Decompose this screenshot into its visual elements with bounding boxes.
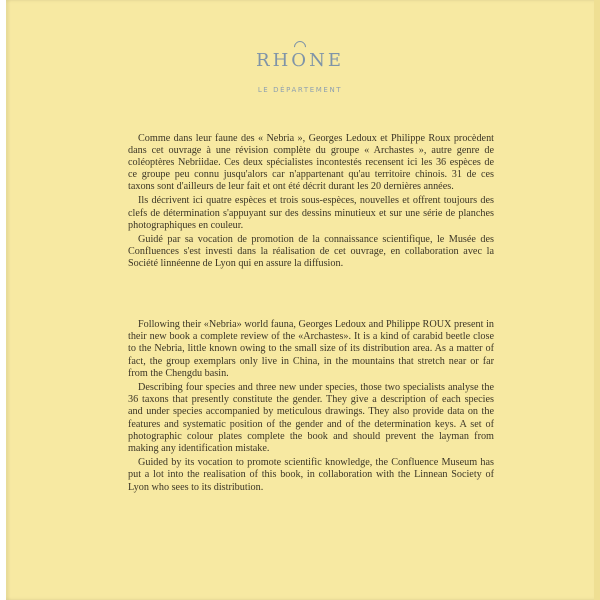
logo-circle-letter: O [291,50,310,71]
rhone-logo [0,50,600,71]
french-paragraph-3: Guidé par sa vocation de promotion de la connaissance scientifique, le Musée des Confluences s'est investi dans la réalisation de cet ouvrage, en collaboration avec la Société linnéenne de Lyon qui en assure la diffusion. [128,233,494,269]
english-paragraph-3: Guided by its vocation to promote scientific knowledge, the Confluence Museum has put a lot into the realisation of this book, in collaboration with the Linnean Society of Lyon who sees to its distribution. [128,457,494,493]
logo-tagline: LE DÉPARTEMENT [257,86,343,94]
french-paragraph-2: Ils décrivent ici quatre espèces et trois sous-espèces, nouvelles et offrent toujours des clefs de détermination s'appuyant sur des dessins minutieux et sur une série de planches photographiques en couleur. [128,195,494,231]
french-paragraph-1: Comme dans leur faune des « Nebria », Georges Ledoux et Philippe Roux procèdent dans cet ouvrage à une révision complète du groupe « Archastes », autre genre de coléoptères Nebriidae. Ces deux spécialistes incontestés recensent ici les 36 espèces de ce groupe peu connu jusqu'alors car n'appartenant qu'au territoire chinois. 31 de ces taxons sont d'ailleurs de leur fait et ont été décrit durant les 20 dernières années. [128,133,494,193]
logo-text-start: RH [256,50,292,71]
logo-text-end: NE [309,50,344,71]
english-paragraph-2: Describing four species and three new under species, those two specialists analyse the 36 taxons that presently constitute the gender. They give a description of each species and under species accompanied by meticulous drawings. They also provide data on the features and systematic position of the gender and of the determination keys. A set of photographic colour plates complete the book and should prevent the layman from making any identification mistake. [128,382,494,455]
english-blurb [128,319,494,496]
french-blurb [128,133,494,272]
english-paragraph-1: Following their «Nebria» world fauna, Georges Ledoux and Philippe ROUX present in their new book a complete review of the «Archastes». It is a kind of carabid beetle close to the Nebria, little known owing to the small size of its distribution area. As a matter of fact, the group exemplars only live in China, in the mountains that stretch near or far from the Chengdu basin. [128,319,494,379]
